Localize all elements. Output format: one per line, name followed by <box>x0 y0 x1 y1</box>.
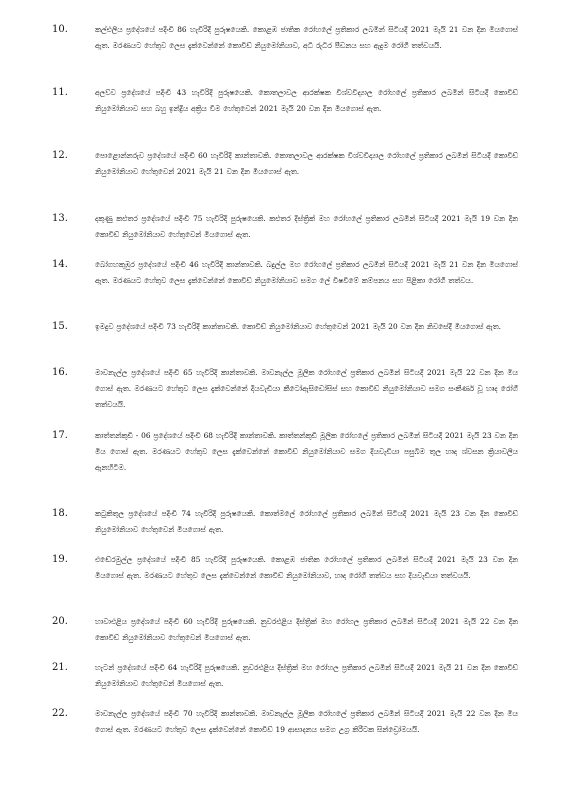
entry-text: කටුකිතුල ප්‍රදේශයේ පදිංචි 74 හැවිරිදි පුරුෂයෙකි. කොත්මලේ රෝහලේ ප්‍රතිකාර ලබමින් සිටියදී 2021 මැයි 23 වන දින කොවිඩ් නියුමෝනියාව හේතුවෙන් මියගොස් ඇත. <box>95 509 518 534</box>
entry-number: 11. <box>52 87 68 98</box>
entry-number: 17. <box>52 430 68 441</box>
entry-text: හාවාඑළිය ප්‍රදේශයේ පදිංචි 60 හැවිරිදි පුරුෂයෙකි. නුවරඑළිය දිස්ත්‍රික් මහ රෝහල ප්‍රතිකාර ලබමින් සිටියදී 2021 මැයි 22 වන දින කොවිඩ් නියුමෝනියාව හේතුවෙන් මියගොස් ඇත. <box>95 617 518 642</box>
entry-number: 16. <box>52 367 68 378</box>
entry-number: 12. <box>52 150 68 161</box>
entry-text: දකුණු කළුතර ප්‍රදේශයේ පදිංචි 75 හැවිරිදි පුරුෂයෙකි. කළුතර දිස්ත්‍රික් මහ රෝහලේ ප්‍රතිකාර ලබමින් සිටියදී 2021 මැයි 19 වන දින කොවිඩ් නියුමෝනියාව හේතුවෙන් මියගොස් ඇත. <box>95 214 518 239</box>
entry-text: හැටන් ප්‍රදේශයේ පදිංචි 64 හැවිරිදි පුරුෂයෙකි. නුවරඑළිය දිස්ත්‍රික් මහ රෝහල ප්‍රතිකාර ලබමින් සිටියදී 2021 මැයි 21 වන දින කොවිඩ් නියුමෝනියාව හේතුවෙන් මියගොස් ඇත. <box>95 663 518 688</box>
entry-text: මාවනැල්ල ප්‍රදේශයේ පදිංචි 70 හැවිරිදි කාන්තාවකි. මාවනැල්ල මූලික රෝහලේ ප්‍රතිකාර ලබමින් සිටියදී 2021 මැයි 22 වන දින මිය ගොස් ඇත. මරණයට හේතුව ලෙස දැක්වෙන්නේ කොවිඩ් 19 ආසාදනය සමග උග්‍ර කිරීටක සින්ඩ්‍රෝමයයි. <box>95 709 518 734</box>
entry-text: බෝගහකුඹුර ප්‍රදේශයේ පදිංචි 46 හැවිරිදි කාන්තාවකි. බදුල්ල මහ රෝහලේ ප්‍රතිකාර ලබමින් සිටියදී 2021 මැයි 21 වන දින මියගොස් ඇත. මරණයට හේතුව ලෙස දැක්වෙන්නේ කොවිඩ් නියුමෝනියාව සමග ලේ විෂවීමේ කම්පනය සහ පිළිකා රෝගී තත්වය. <box>95 260 518 285</box>
entry-text: අලව්ව ප්‍රදේශයේ පදිංචි 43 හැවිරිදි පුරුෂයෙකි. කොතලාවල ආරක්ෂක විශ්වවිද්‍යාල රෝහලේ ප්‍රතිකාර ලබමින් සිටියදී කොවිඩ් නියුමෝනියාව සහ බහු ඉන්ද්‍රිය අක්‍රිය වීම හේතුවෙන් 2021 මැයි 20 වන දින මියගොස් ඇත. <box>95 88 518 113</box>
entry-number: 22. <box>52 708 68 719</box>
entry-text: කල්එලිය ප්‍රදේශයේ පදිංචි 86 හැවිරිදි පුරුෂයෙකි. කොළඹ ජාතික රෝහලේ ප්‍රතිකාර ලබමින් සිටියදී 2021 මැයි 21 වන දින මියගොස් ඇත. මරණයට හේතුව ලෙස දැක්වෙන්නේ කොවිඩ් නියුමෝනියාව, අධි රුධිර පීඩනය සහ ඇදුම රෝගී තත්වයයි. <box>95 25 518 50</box>
entry-number: 15. <box>52 321 68 332</box>
entry-number: 13. <box>52 213 68 224</box>
entry-number: 20. <box>52 616 68 627</box>
entry-text: කාත්තන්කුඩි - 06 ප්‍රදේශයේ පදිංචි 68 හැවිරිදි කාන්තාවකි. කාත්තන්කුඩි මූලික රෝහලේ ප්‍රතිකාර ලබමින් සිටියදී 2021 මැයි 23 වන දින මිය ගොස් ඇත. මරණයට හේතුව ලෙස දැක්වෙන්නේ කොවිඩ් නියුමෝනියාව සමග දියවැඩියා පසුබිම තුල හෘද ශ්වසන ක්‍රියාවලිය ඇනහිටීම. <box>95 431 518 472</box>
entry-text: එඬේරමුල්ල ප්‍රදේශයේ පදිංචි 85 හැවිරිදි පුරුෂයෙකි. කොළඹ ජාතික රෝහලේ ප්‍රතිකාර ලබමින් සිටියදී 2021 මැයි 23 වන දින මියගොස් ඇත. මරණයට හේතුව ලෙස දැක්වෙන්නේ කොවිඩ් නියුමෝනියාව, හෘද රෝගී තත්වය සහ දියවැඩියා තත්වයයි. <box>95 555 518 580</box>
entry-text: පොළොන්නරුව ප්‍රදේශයේ පදිංචි 60 හැවිරිදි කාන්තාවකි. කොතලාවල ආරක්ෂක විශ්වවිද්‍යාල රෝහලේ ප්‍රතිකාර ලබමින් සිටියදී කොවිඩ් නියුමෝනියාව හේතුවෙන් 2021 මැයි 21 වන දින මියගොස් ඇත. <box>95 151 518 176</box>
entry-number: 19. <box>52 554 68 565</box>
entry-number: 14. <box>52 259 68 270</box>
entry-number: 21. <box>52 662 68 673</box>
entry-text: ඉමදුව ප්‍රදේශයේ පදිංචි 73 හැවිරිදි කාන්තාවකි. කොවිඩ් නියුමෝනියාව හේතුවෙන් 2021 මැයි 20 වන දින නිවසේදී මියගොස් ඇත. <box>95 322 501 331</box>
entry-text: මාවනැල්ල ප්‍රදේශයේ පදිංචි 65 හැවිරිදි කාන්තාවකි. මාවනැල්ල මූලික රෝහලේ ප්‍රතිකාර ලබමින් සිටියදී 2021 මැයි 22 වන දින මිය ගොස් ඇත. මරණයට හේතුව ලෙස දැක්වෙන්නේ දියවැඩියා කීටෝඇසිඩෝසිස් සහ කොවිඩ් නියුමෝනියාව සමග සංකීර්ණ වූ හෘද රෝගී තත්වයයි. <box>95 368 518 409</box>
entry-number: 10. <box>52 24 68 35</box>
entry-number: 18. <box>52 508 68 519</box>
